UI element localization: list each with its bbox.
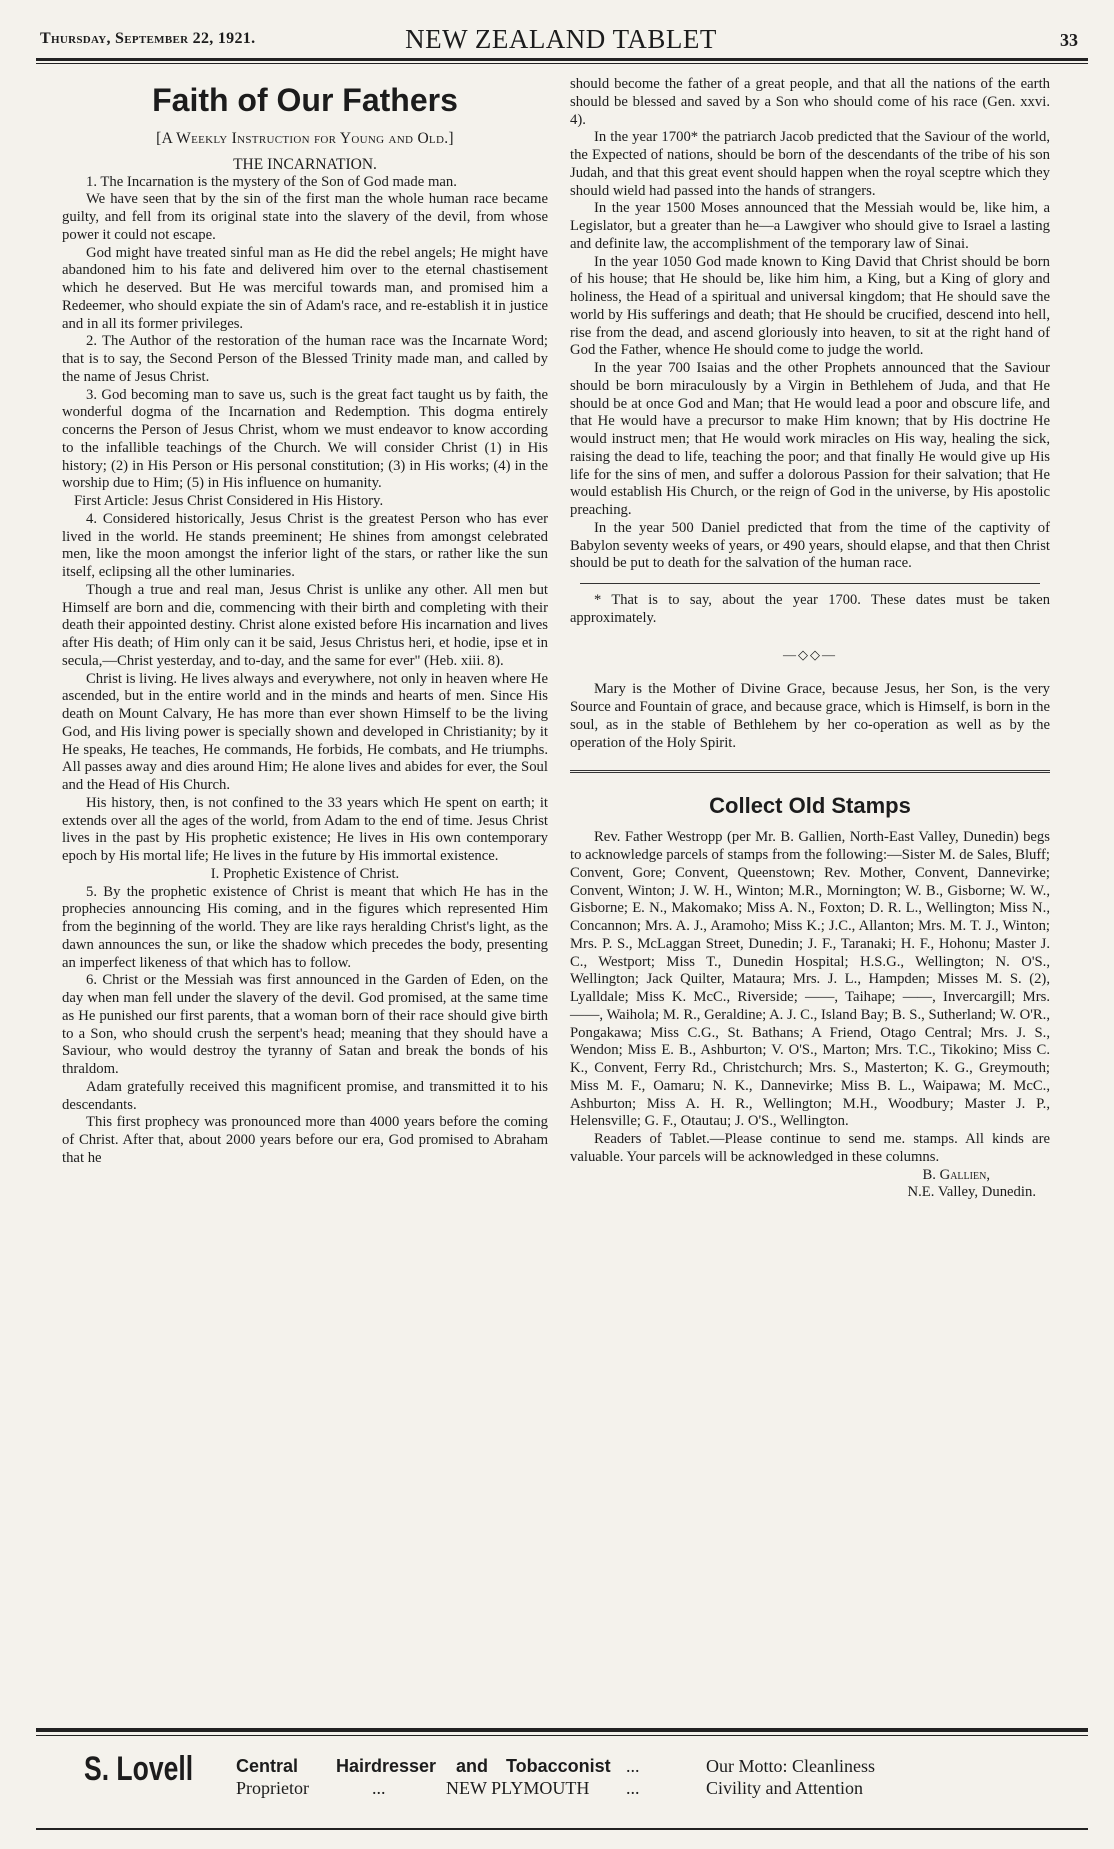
article-subheading: First Article: Jesus Christ Considered in His History. xyxy=(74,493,384,509)
advert-rule-top-thin xyxy=(36,1735,1088,1736)
article-title: Faith of Our Fathers xyxy=(152,82,458,118)
paragraph: This first prophecy was pronounced more than 4000 years before the coming of Christ. After that, about 2000 years before our era, God promised to Abraham that he xyxy=(62,1114,548,1166)
paragraph: 1. The Incarnation is the mystery of the Son of God made man. xyxy=(86,173,457,190)
paragraph: 2. The Author of the restoration of the human race was the Incarnate Word; that is to say, the Second Person of the Blessed Trinity made man, and called by the name of Jesus Christ. xyxy=(62,333,548,385)
advert-town: NEW PLYMOUTH xyxy=(446,1778,590,1798)
stamps-body: Rev. Father Westropp (per Mr. B. Gallien, North-East Valley, Dunedin) begs to acknowledge parcels of stamps from the following:—Sister M. de Sales, Bluff; Convent, Gore; Convent, Queenstown; Rev. Mother, Convent, Dannevirke; Convent, Winton; J. W. H., Winton; M.R., Mornington; W. B., Gisborne; W. W., Gisborne; E. N., Makomako; Miss A. N., Foxton; D. R. L., Wellington; Miss N., Concannon; Mrs. A. J., Aramoho; Miss K.; J.C., Allanton; Mrs. M. T. J., Winton; Mrs. P. S., McLaggan Street, Dunedin; J. F., Taranaki; H. F., Hohonu; Master J. C., Westport; Miss T., Dunedin Hospital; H.S.G., Wellington; N. O'S., Wellington; Jack Quilter, Mataura; Mrs. J. L., Hampden; Misses M. S. (2), Lyalldale; Miss K. McC., Riverside; ——, Taihape; ——, Invercargill; Mrs. ——, Waihola; M. R., Geraldine; A. J. C., Island Bay; B. S., Sutherland; W. O'R., Pongakawa; Miss C.G., St. Bathans; A Friend, Otago Central; Mrs. J. S., Wendon; Miss E. B., Ashburton; V. O'S., Marton; Mrs. T.C., Tikokino; Miss C. K., Convent, Ferry Rd., Christchurch; Mrs. S., Masterton; K. G., Greymouth; Miss M. F., Oamaru; N. K., Dannevirke; Miss B. L., Waipawa; M. McC., Ashburton; Miss A. H. R., Wellington; M.H., Woodbury; Master J. P., Helensville; G. F., Otautau; J. O'S., Wellington. xyxy=(570,829,1050,1130)
mary-note: Mary is the Mother of Divine Grace, because Jesus, her Son, is the very Source and Fountain of grace, and because grace, which is Himself, is born in the soul, as in the stable of Bethlehem by her co-operation as well as by the operation of the Holy Spirit. xyxy=(570,681,1050,751)
article-column-left xyxy=(62,76,548,1168)
paragraph: Christ is living. He lives always and everywhere, not only in heaven where He ascended, but in the entire world and in the minds and hearts of men. Since His death on Mount Calvary, He has more than ever shown Himself to be the living God, and His living power is specially shown and developed in Christianity; by it He speaks, He teaches, He commands, He forbids, He combats, and He triumphs. All passes away and dies around Him; He alone lives and abides for ever, the Soul and the Head of His Church. xyxy=(62,670,548,793)
advert-dots: ... xyxy=(626,1756,640,1776)
paragraph: 3. God becoming man to save us, such is the great fact taught us by faith, the wonderful dogma of the Incarnation and Redemption. This dogma entirely concerns the Person of Jesus Christ, whom we must endeavor to know according to the infallible teachings of the Church. We will consider Christ (1) in His history; (2) in His Person or His personal constitution; (3) in His works; (4) in the worship due to Him; (5) in His influence on humanity. xyxy=(62,386,548,492)
advert-dots: ... xyxy=(626,1778,640,1798)
advertisement xyxy=(36,1742,1088,1830)
ornament-divider: —◇◇— xyxy=(783,646,837,662)
header-rule-thin xyxy=(36,63,1088,64)
issue-date: Thursday, September 22, 1921. xyxy=(40,30,256,47)
stamps-title: Collect Old Stamps xyxy=(709,793,911,819)
paragraph: 6. Christ or the Messiah was first announced in the Garden of Eden, on the day when man fell under the slavery of the devil. God promised, at the same time as He punished our first parents, that a woman born of their race should give birth to a Son, who should crush the serpent's head; meaning that they should have a Saviour, who would destroy the tyranny of Satan and break the bonds of his thraldom. xyxy=(62,972,548,1077)
paragraph: In the year 1050 God made known to King David that Christ should be born of his house; that He should be, like him him, a King, but a King of glory and holiness, the Head of a spiritual and universal kingdom; that He should save the world by His sufferings and death; that He should be crucified, descend into hell, rise from the dead, and ascend gloriously into heaven, to sit at the right hand of God the Father, whence He should come to judge the world. xyxy=(570,253,1050,359)
page-header xyxy=(36,22,1086,56)
header-rule xyxy=(36,58,1088,61)
advert-rule-bottom xyxy=(36,1828,1088,1830)
paragraph: Adam gratefully received this magnificent promise, and transmitted it to his descendants. xyxy=(62,1078,548,1113)
stamps-readers: Readers of Tablet.—Please continue to send me. stamps. All kinds are valuable. Your parcels will be acknowledged in these columns. xyxy=(570,1131,1050,1165)
article-column-right xyxy=(570,76,1050,1202)
footnote-rule xyxy=(580,583,1040,584)
advert-name: S. Lovell xyxy=(84,1750,194,1788)
advert-word: Hairdresser xyxy=(336,1756,437,1776)
section-heading: THE INCARNATION. xyxy=(233,155,377,173)
advert-word: and xyxy=(456,1756,489,1776)
section-rule xyxy=(570,770,1050,773)
paragraph: Though a true and real man, Jesus Christ is unlike any other. All men but Himself are born and die, commencing with their birth and completing with their death their appointed destiny. Christ alone existed before His incarnation and lives after His death; of Him only can it be said, Jesus Christus heri, et hodie, ipse et in secula,—Christ yesterday, and to-day, and the same for ever" (Heb. xiii. 8). xyxy=(62,581,548,669)
paragraph: In the year 1500 Moses announced that the Messiah would be, like him, a Legislator, but a greater than he—a Lawgiver who should give to Israel a lasting and definite law, the accomplishment of the temporary law of Sinai. xyxy=(570,200,1050,252)
stamps-address: N.E. Valley, Dunedin. xyxy=(907,1184,1036,1201)
newspaper-title: NEW ZEALAND TABLET xyxy=(405,24,717,54)
article-subtitle: [A Weekly Instruction for Young and Old.] xyxy=(156,130,454,147)
page-number: 33 xyxy=(1060,30,1078,50)
advert-rule-top xyxy=(36,1728,1088,1732)
paragraph: We have seen that by the sin of the first man the whole human race became guilty, and fell from its original state into the slavery of the devil, from whose power it could not escape. xyxy=(62,191,548,243)
paragraph: God might have treated sinful man as He did the rebel angels; He might have abandoned him to his fate and delivered him over to the eternal chastisement which he deserved. But He was merciful towards man, and promised him a Redeemer, who should expiate the sin of Adam's race, and re-establish it in justice and in all its former privileges. xyxy=(62,244,548,332)
footnote: * That is to say, about the year 1700. These dates must be taken approximately. xyxy=(570,592,1050,626)
paragraph: In the year 500 Daniel predicted that from the time of the captivity of Babylon seventy weeks of years, or 490 years, should elapse, and that then Christ should be put to death for the salvation of the human race. xyxy=(570,519,1050,572)
paragraph: 5. By the prophetic existence of Christ is meant that which He has in the prophecies announcing His coming, and in the figures which represented Him from the beginning of the world. They are like rays heralding Christ's light, as the dawn announces the sun, or like the shadow which precedes the body, presenting an imperfect likeness of that which has to follow. xyxy=(62,883,548,971)
advert-proprietor: Proprietor xyxy=(236,1778,309,1798)
advert-dots: ... xyxy=(372,1778,386,1798)
paragraph: In the year 700 Isaias and the other Prophets announced that the Saviour should be born miraculously by a Virgin in Bethlehem of Juda, and that He should be at once God and Man; that He would lead a poor and obscure life, and that He would have a precursor to make Him known; that by His doctrine He would instruct men; that He would work miracles on His way, healing the sick, raising the dead to life, teaching the poor; and that finally He would give up His life for the sins of men, and suffer a dolorous Passion for their salvation; that He would establish His Church, or the reign of God in the universe, by His apostolic preaching. xyxy=(570,360,1050,518)
paragraph: should become the father of a great people, and that all the nations of the earth should be blessed and saved by a Son who should come of his race (Gen. xxvi. 4). xyxy=(570,76,1050,128)
advert-motto: Our Motto: Cleanliness xyxy=(706,1756,875,1776)
article-subheading: I. Prophetic Existence of Christ. xyxy=(210,865,400,882)
paragraph: His history, then, is not confined to the 33 years which He spent on earth; it extends over all the ages of the world, from Adam to the end of time. Jesus Christ lives in the past by His prophetic existence; He lives in His own contemporary epoch by His mortal life; He lives in the future by His immortal existence. xyxy=(62,794,548,864)
advert-motto: Civility and Attention xyxy=(706,1778,863,1798)
paragraph: In the year 1700* the patriarch Jacob predicted that the Saviour of the world, the Expected of nations, should be born of the descendants of the tribe of his son Judah, and that this great event should happen when the royal sceptre which they should wield had passed into the hands of strangers. xyxy=(570,129,1050,199)
stamps-signature: B. Gallien, xyxy=(922,1166,990,1183)
advert-word: Tobacconist xyxy=(506,1756,611,1776)
advert-word: Central xyxy=(236,1756,299,1776)
paragraph: 4. Considered historically, Jesus Christ is the greatest Person who has ever lived in the world. He stands preeminent; He shines from amongst celebrated men, like the moon amongst the inferior light of the stars, or rather like the sun itself, eclipsing all the other luminaries. xyxy=(62,510,548,580)
